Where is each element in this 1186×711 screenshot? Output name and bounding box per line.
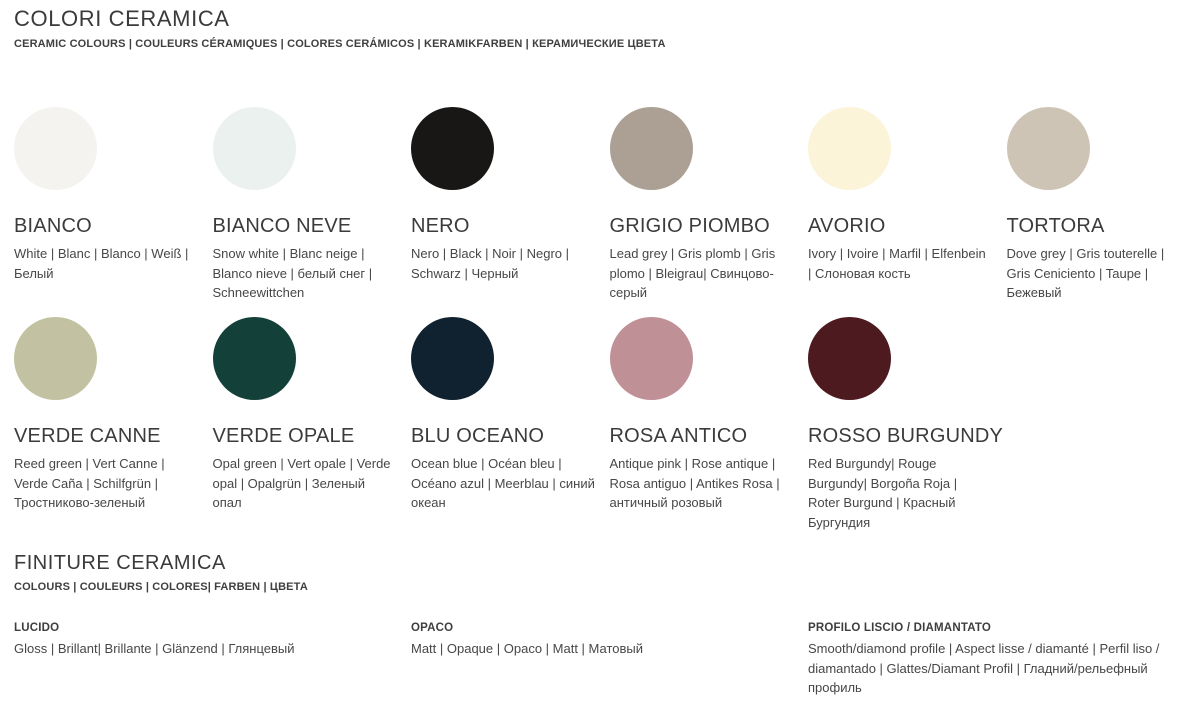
swatch-verde-canne [14,317,212,532]
finish-profilo-liscio-diamantato [808,622,1182,698]
finishes-subtitle: COLOURS | COULEURS | COLORES| FARBEN | ЦВЕТА [14,581,308,593]
finish-lucido [14,622,394,659]
finish-name: LUCIDO [14,622,60,634]
swatch-translations: Lead grey | Gris plomb | Gris plomo | Bleigrau| Свинцово-серый [609,246,776,300]
nero-color-circle [411,107,494,190]
swatch-translations: Red Burgundy| Rouge Burgundy| Borgoña Roja | Roter Burgund | Красный Бургундия [808,456,958,530]
swatch-translations: Ivory | Ivoire | Marfil | Elfenbein | Слоновая кость [808,246,986,281]
finishes-title: FINITURE CERAMICA [14,552,226,574]
swatch-translations: Ocean blue | Océan bleu | Océano azul | Meerblau | синий океан [411,456,595,510]
swatch-blu-oceano [411,317,609,532]
verde-canne-color-circle [14,317,97,400]
rosso-burgundy-color-circle [808,317,891,400]
swatch-name: NERO [411,215,470,237]
swatch-nero [411,107,609,303]
swatch-name: ROSA ANTICO [609,425,748,447]
swatch-translations: Dove grey | Gris touterelle | Gris Ceniciento | Taupe | Бежевый [1006,246,1165,300]
swatch-bianco [14,107,212,303]
finish-translations: Smooth/diamond profile | Aspect lisse / diamanté | Perfil liso / diamantado | Glattes/Diamant Profil | Гладний/рельефный профиль [808,641,1160,695]
swatch-translations: White | Blanc | Blanco | Weiß | Белый [14,246,189,281]
swatch-name: VERDE OPALE [212,425,355,447]
page-subtitle: CERAMIC COLOURS | COULEURS CÉRAMIQUES | COLORES CERÁMICOS | KERAMIKFARBEN | КЕРАМИЧЕСКИЕ ЦВЕТА [14,38,666,50]
bianco-color-circle [14,107,97,190]
swatch-name: BIANCO NEVE [212,215,352,237]
rosa-antico-color-circle [610,317,693,400]
blu-oceano-color-circle [411,317,494,400]
swatch-name: BIANCO [14,215,92,237]
finish-opaco [411,622,791,659]
swatch-translations: Snow white | Blanc neige | Blanco nieve | белый снег | Schneewittchen [212,246,373,300]
swatch-translations: Antique pink | Rose antique | Rosa antiguo | Antikes Rosa | античный розовый [609,456,780,510]
grigio-piombo-color-circle [610,107,693,190]
finish-name: PROFILO LISCIO / DIAMANTATO [808,622,992,634]
swatch-name: VERDE CANNE [14,425,161,447]
swatch-row-2 [14,317,1186,532]
swatch-translations: Nero | Black | Noir | Negro | Schwarz | Черный [411,246,569,281]
swatch-rosso-burgundy [808,317,1006,532]
swatch-avorio [808,107,1006,303]
verde-opale-color-circle [213,317,296,400]
swatch-row-1 [14,107,1186,303]
finishes-header [14,552,308,593]
swatch-name: BLU OCEANO [411,425,545,447]
finish-translations: Gloss | Brillant| Brillante | Glänzend | Глянцевый [14,641,295,656]
swatch-bianco-neve [213,107,411,303]
finish-translations: Matt | Opaque | Opaco | Matt | Матовый [411,641,644,656]
tortora-color-circle [1007,107,1090,190]
finish-name: OPACO [411,622,454,634]
swatch-name: ROSSO BURGUNDY [808,425,1004,447]
swatch-translations: Opal green | Vert opale | Verde opal | Opalgrün | Зеленый опал [212,456,391,510]
bianco-neve-color-circle [213,107,296,190]
swatch-grigio-piombo [610,107,808,303]
page-title: COLORI CERAMICA [14,6,230,31]
swatch-name: GRIGIO PIOMBO [609,215,770,237]
swatch-translations: Reed green | Vert Canne | Verde Caña | Schilfgrün | Тростниково-зеленый [14,456,165,510]
swatch-name: TORTORA [1006,215,1105,237]
swatch-name: AVORIO [808,215,886,237]
page-header [14,6,666,50]
avorio-color-circle [808,107,891,190]
swatch-rosa-antico [610,317,808,532]
swatch-tortora [1007,107,1186,303]
swatch-verde-opale [213,317,411,532]
